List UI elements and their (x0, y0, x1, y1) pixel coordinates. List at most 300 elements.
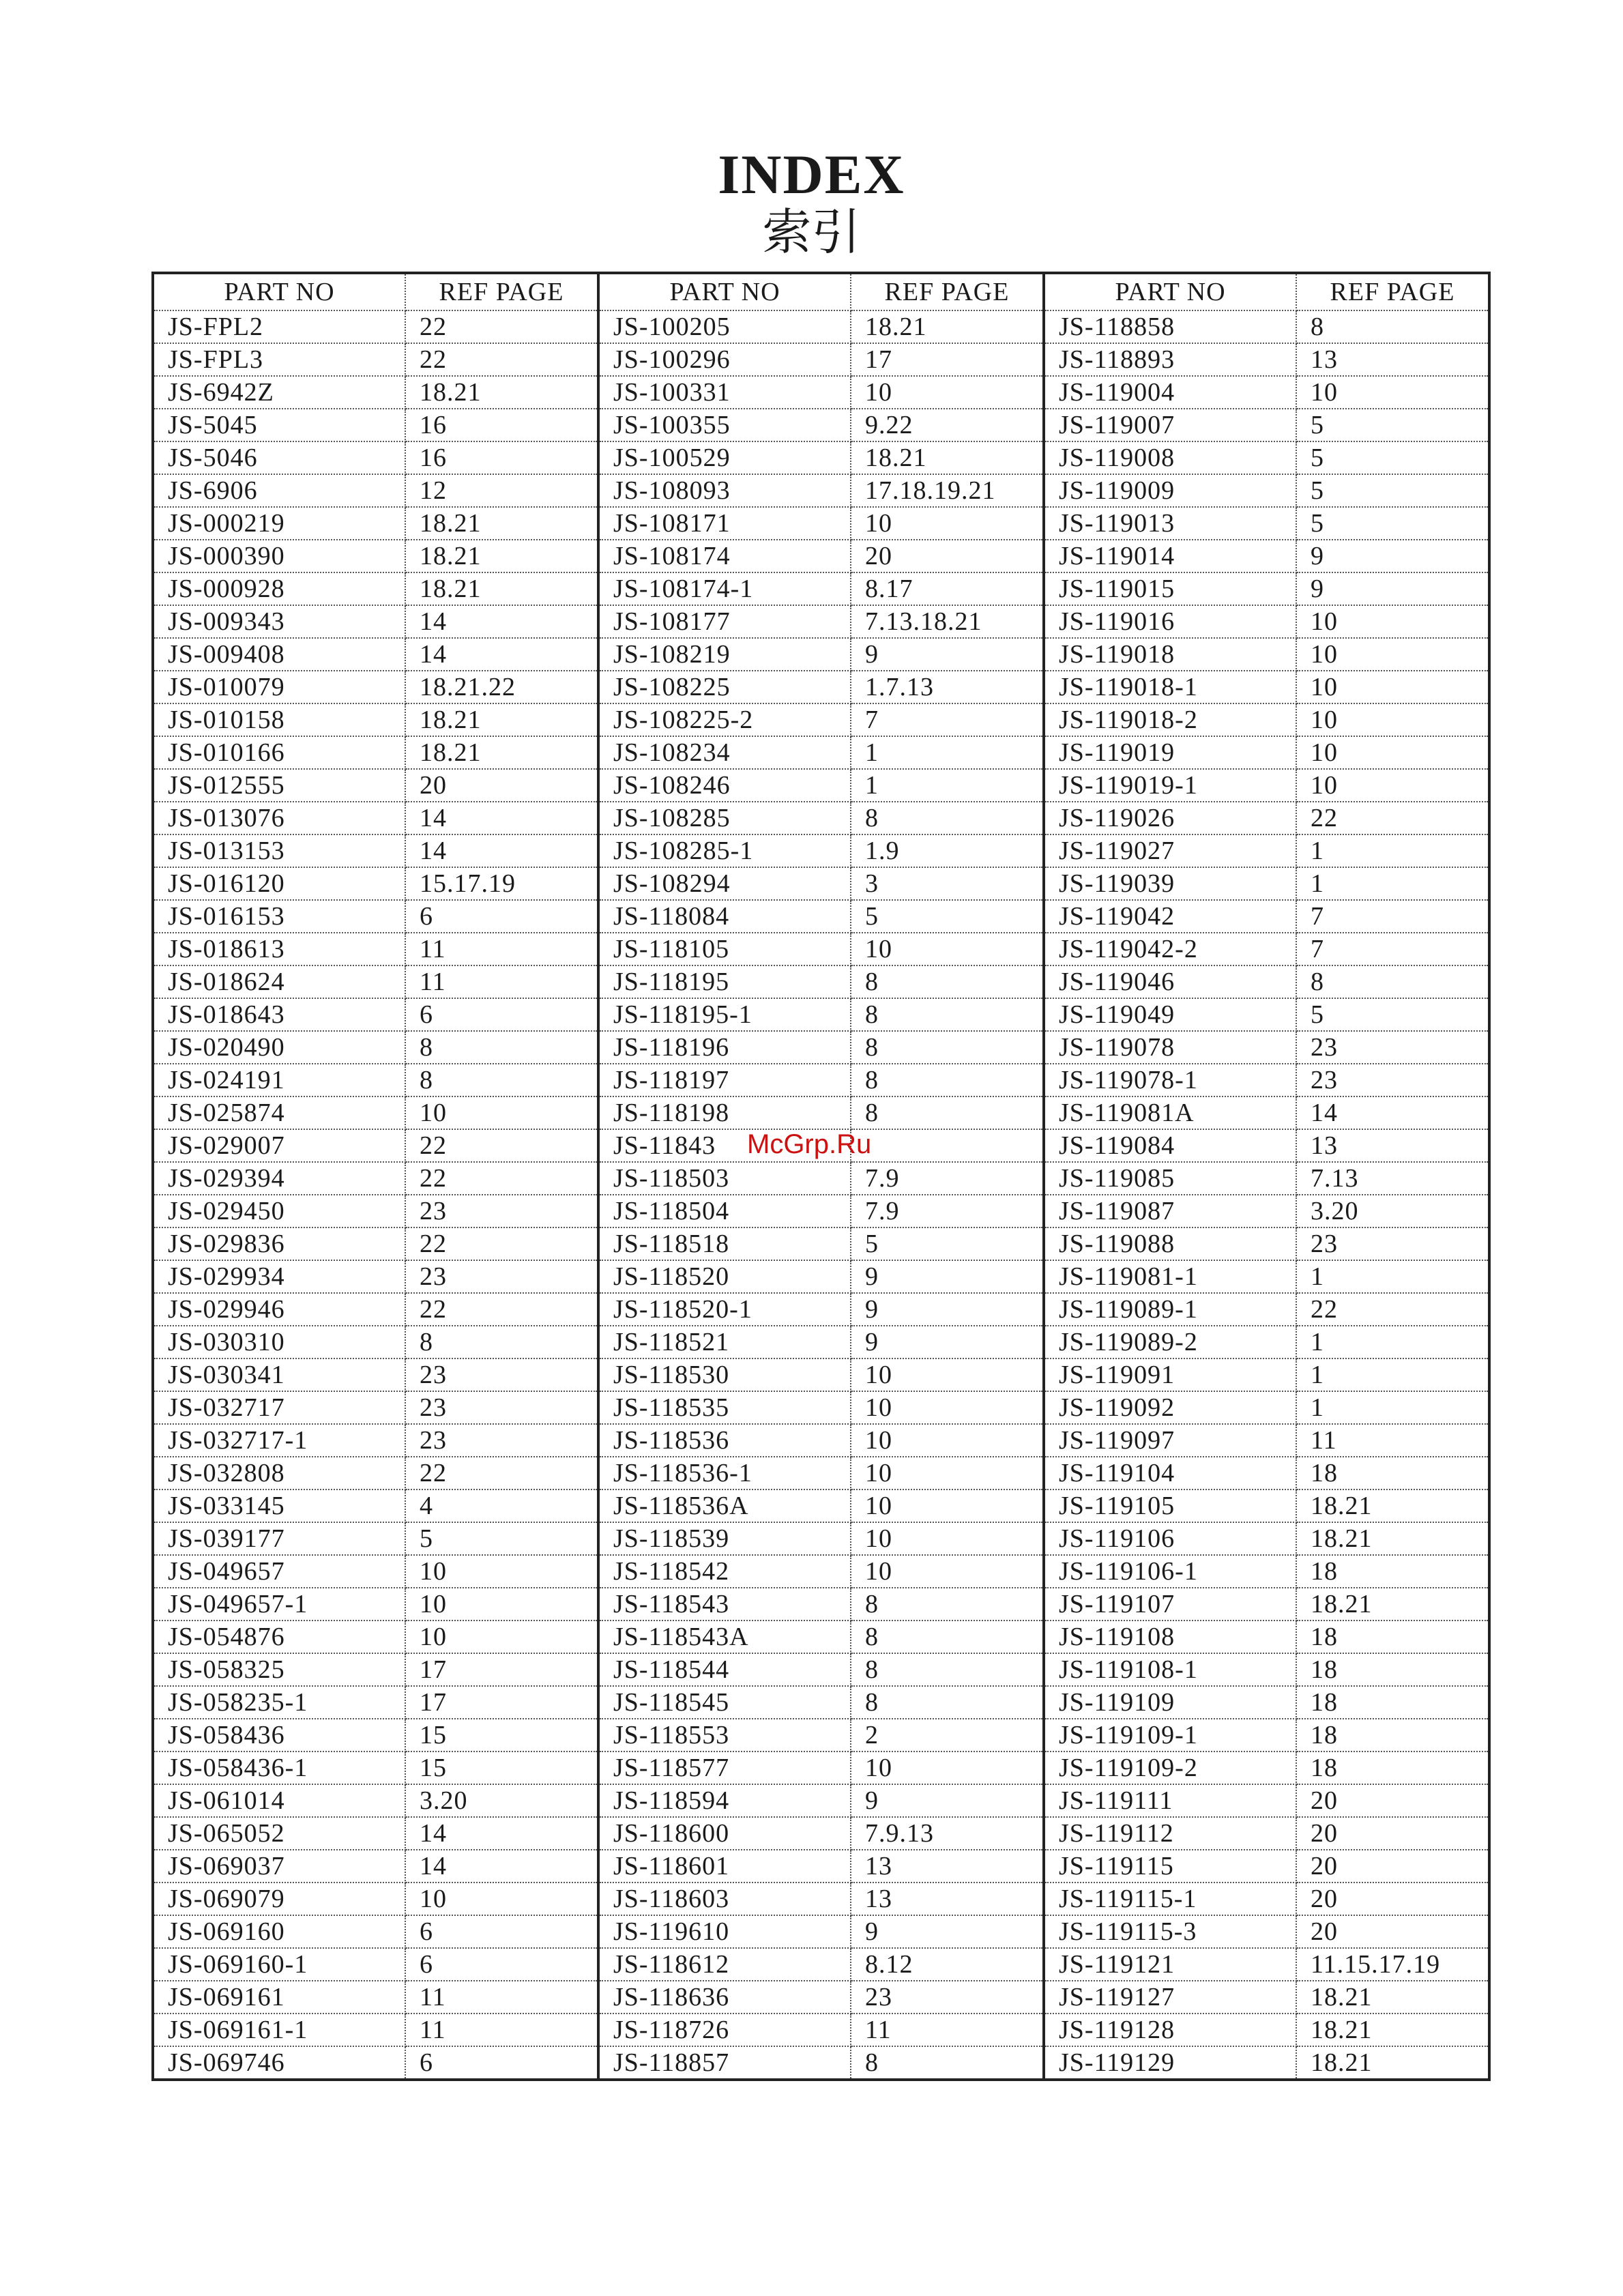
part-no-cell: JS-119097 (1044, 1424, 1296, 1457)
ref-page-cell: 9 (1296, 540, 1489, 572)
part-no-cell: JS-119008 (1044, 441, 1296, 474)
ref-page-cell: 7 (851, 703, 1044, 736)
ref-page-cell: 11 (405, 2014, 598, 2046)
table-row (153, 1522, 1489, 1555)
ref-page-cell: 18.21 (1296, 2046, 1489, 2080)
ref-page-cell: 10 (851, 1457, 1044, 1490)
ref-page-cell: 18.21 (1296, 1522, 1489, 1555)
part-no-cell: JS-108225-2 (598, 703, 851, 736)
part-no-cell: JS-119019 (1044, 736, 1296, 769)
part-no-cell: JS-029946 (153, 1293, 405, 1326)
table-row (153, 507, 1489, 540)
part-no-cell: JS-119009 (1044, 474, 1296, 507)
part-no-cell: JS-118543A (598, 1621, 851, 1653)
table-row (153, 1981, 1489, 2014)
ref-page-cell: 18 (1296, 1621, 1489, 1653)
part-no-cell: JS-118530 (598, 1358, 851, 1391)
part-no-cell: JS-6942Z (153, 376, 405, 409)
part-no-cell: JS-119046 (1044, 965, 1296, 998)
ref-page-cell: 10 (1296, 605, 1489, 638)
part-no-cell: JS-058436 (153, 1719, 405, 1752)
table-row (153, 376, 1489, 409)
ref-page-cell: 10 (851, 1490, 1044, 1522)
part-no-cell: JS-118612 (598, 1948, 851, 1981)
part-no-cell: JS-119089-2 (1044, 1326, 1296, 1358)
part-no-cell: JS-119016 (1044, 605, 1296, 638)
part-no-cell: JS-069160 (153, 1915, 405, 1948)
part-no-cell: JS-119115 (1044, 1850, 1296, 1883)
part-no-cell: JS-119085 (1044, 1162, 1296, 1195)
part-no-cell: JS-119081A (1044, 1096, 1296, 1129)
part-no-cell: JS-108093 (598, 474, 851, 507)
part-no-cell: JS-119018 (1044, 638, 1296, 671)
ref-page-cell: 22 (405, 1162, 598, 1195)
ref-page-cell: 10 (405, 1621, 598, 1653)
part-no-cell: JS-118545 (598, 1686, 851, 1719)
ref-page-cell: 17 (405, 1653, 598, 1686)
part-no-cell: JS-118535 (598, 1391, 851, 1424)
part-no-cell: JS-FPL2 (153, 310, 405, 343)
ref-page-cell: 22 (405, 1227, 598, 1260)
part-no-cell: JS-012555 (153, 769, 405, 802)
part-no-cell: JS-118603 (598, 1883, 851, 1915)
table-row (153, 1850, 1489, 1883)
ref-page-cell: 23 (851, 1981, 1044, 2014)
part-no-cell: JS-013153 (153, 834, 405, 867)
part-no-cell: JS-119115-3 (1044, 1915, 1296, 1948)
table-row (153, 736, 1489, 769)
ref-page-cell: 1 (1296, 1260, 1489, 1293)
ref-page-cell: 11 (851, 2014, 1044, 2046)
part-no-cell: JS-FPL3 (153, 343, 405, 376)
part-no-cell: JS-029007 (153, 1129, 405, 1162)
part-no-cell: JS-118636 (598, 1981, 851, 2014)
ref-page-cell: 23 (1296, 1031, 1489, 1064)
part-no-cell: JS-100205 (598, 310, 851, 343)
part-no-cell: JS-119081-1 (1044, 1260, 1296, 1293)
ref-page-cell: 10 (405, 1588, 598, 1621)
part-no-cell: JS-5045 (153, 409, 405, 441)
ref-page-cell (851, 1129, 1044, 1162)
ref-page-cell: 17 (405, 1686, 598, 1719)
part-no-cell: JS-000928 (153, 572, 405, 605)
ref-page-cell: 18.21 (405, 703, 598, 736)
ref-page-cell: 18.21 (405, 376, 598, 409)
ref-page-cell: 8 (405, 1064, 598, 1096)
part-no-cell: JS-119078 (1044, 1031, 1296, 1064)
part-no-cell: JS-119091 (1044, 1358, 1296, 1391)
part-no-cell: JS-108174 (598, 540, 851, 572)
table-row (153, 2014, 1489, 2046)
part-no-cell: JS-118600 (598, 1817, 851, 1850)
ref-page-cell: 9 (851, 1326, 1044, 1358)
page-title: INDEX (718, 143, 905, 205)
part-no-cell: JS-020490 (153, 1031, 405, 1064)
ref-page-cell: 2 (851, 1719, 1044, 1752)
part-no-cell: JS-069079 (153, 1883, 405, 1915)
ref-page-cell: 18 (1296, 1752, 1489, 1784)
ref-page-cell: 7 (1296, 933, 1489, 965)
ref-page-cell: 18.21 (405, 572, 598, 605)
part-no-cell: JS-118196 (598, 1031, 851, 1064)
part-no-cell: JS-118893 (1044, 343, 1296, 376)
ref-page-cell: 13 (851, 1883, 1044, 1915)
part-no-cell: JS-065052 (153, 1817, 405, 1850)
ref-page-cell: 20 (1296, 1883, 1489, 1915)
ref-page-cell: 8 (405, 1326, 598, 1358)
ref-page-cell: 5 (1296, 474, 1489, 507)
part-no-cell: JS-069037 (153, 1850, 405, 1883)
part-no-cell: JS-118553 (598, 1719, 851, 1752)
part-no-cell: JS-118539 (598, 1522, 851, 1555)
ref-page-cell: 8 (1296, 965, 1489, 998)
part-no-cell: JS-018613 (153, 933, 405, 965)
ref-page-cell: 7.13.18.21 (851, 605, 1044, 638)
part-no-cell: JS-119121 (1044, 1948, 1296, 1981)
part-no-cell: JS-118105 (598, 933, 851, 965)
ref-page-cell: 22 (405, 1129, 598, 1162)
part-no-cell: JS-119129 (1044, 2046, 1296, 2080)
part-no-cell: JS-119092 (1044, 1391, 1296, 1424)
part-no-cell: JS-118857 (598, 2046, 851, 2080)
ref-page-cell: 9 (851, 1784, 1044, 1817)
ref-page-cell: 8 (1296, 310, 1489, 343)
part-no-cell: JS-118198 (598, 1096, 851, 1129)
part-no-cell: JS-119019-1 (1044, 769, 1296, 802)
ref-page-cell: 20 (1296, 1915, 1489, 1948)
part-no-cell: JS-119007 (1044, 409, 1296, 441)
part-no-cell: JS-100296 (598, 343, 851, 376)
part-no-cell: JS-069160-1 (153, 1948, 405, 1981)
part-no-cell: JS-119128 (1044, 2014, 1296, 2046)
part-no-cell: JS-119610 (598, 1915, 851, 1948)
table-row (153, 2046, 1489, 2080)
ref-page-cell: 18.21 (851, 310, 1044, 343)
table-row (153, 1293, 1489, 1326)
ref-page-cell: 1 (851, 736, 1044, 769)
part-no-cell: JS-118536 (598, 1424, 851, 1457)
part-no-cell: JS-018643 (153, 998, 405, 1031)
ref-page-cell: 1.9 (851, 834, 1044, 867)
part-no-cell: JS-030341 (153, 1358, 405, 1391)
ref-page-cell: 8 (851, 1588, 1044, 1621)
ref-page-cell: 18 (1296, 1653, 1489, 1686)
part-no-cell: JS-119004 (1044, 376, 1296, 409)
part-no-cell: JS-029450 (153, 1195, 405, 1227)
part-no-cell: JS-108285-1 (598, 834, 851, 867)
part-no-cell: JS-025874 (153, 1096, 405, 1129)
part-no-cell: JS-119013 (1044, 507, 1296, 540)
ref-page-cell: 14 (405, 834, 598, 867)
ref-page-cell: 11 (405, 1981, 598, 2014)
ref-page-cell: 23 (1296, 1064, 1489, 1096)
ref-page-cell: 10 (1296, 736, 1489, 769)
part-no-cell: JS-119127 (1044, 1981, 1296, 2014)
ref-page-cell: 11.15.17.19 (1296, 1948, 1489, 1981)
part-no-cell: JS-039177 (153, 1522, 405, 1555)
part-no-cell: JS-118543 (598, 1588, 851, 1621)
ref-page-cell: 5 (1296, 409, 1489, 441)
watermark: McGrp.Ru (747, 1129, 872, 1159)
part-no-cell: JS-119111 (1044, 1784, 1296, 1817)
ref-page-cell: 8 (851, 998, 1044, 1031)
ref-page-cell: 9 (851, 1293, 1044, 1326)
ref-page-cell: 14 (405, 802, 598, 834)
table-row (153, 703, 1489, 736)
ref-page-cell: 22 (405, 1293, 598, 1326)
ref-page-cell: 8 (851, 1653, 1044, 1686)
ref-page-cell: 1 (1296, 867, 1489, 900)
ref-page-cell: 10 (851, 1522, 1044, 1555)
ref-page-cell: 23 (405, 1391, 598, 1424)
table-row (153, 769, 1489, 802)
ref-page-cell: 8 (851, 1031, 1044, 1064)
index-body (153, 310, 1489, 2080)
ref-page-cell: 11 (405, 965, 598, 998)
part-no-cell: JS-049657 (153, 1555, 405, 1588)
part-no-cell: JS-119115-1 (1044, 1883, 1296, 1915)
part-no-cell: JS-108294 (598, 867, 851, 900)
ref-page-cell: 10 (851, 1391, 1044, 1424)
ref-page-cell: 7.13 (1296, 1162, 1489, 1195)
part-no-cell: JS-033145 (153, 1490, 405, 1522)
table-row (153, 1260, 1489, 1293)
table-row (153, 1457, 1489, 1490)
column-header-ref-page: REF PAGE (405, 273, 598, 310)
part-no-cell: JS-118197 (598, 1064, 851, 1096)
part-no-cell: JS-100331 (598, 376, 851, 409)
table-row (153, 572, 1489, 605)
part-no-cell: JS-061014 (153, 1784, 405, 1817)
part-no-cell: JS-119105 (1044, 1490, 1296, 1522)
part-no-cell: JS-010158 (153, 703, 405, 736)
table-row (153, 900, 1489, 933)
part-no-cell: JS-032808 (153, 1457, 405, 1490)
part-no-cell: JS-069746 (153, 2046, 405, 2080)
part-no-cell: JS-118503 (598, 1162, 851, 1195)
table-row (153, 1555, 1489, 1588)
part-no-cell: JS-118518 (598, 1227, 851, 1260)
part-no-cell: JS-118726 (598, 2014, 851, 2046)
table-row (153, 1883, 1489, 1915)
ref-page-cell: 13 (851, 1850, 1044, 1883)
ref-page-cell: 12 (405, 474, 598, 507)
ref-page-cell: 1.7.13 (851, 671, 1044, 703)
part-no-cell: JS-054876 (153, 1621, 405, 1653)
part-no-cell: JS-018624 (153, 965, 405, 998)
ref-page-cell: 13 (1296, 343, 1489, 376)
ref-page-cell: 9.22 (851, 409, 1044, 441)
table-row (153, 1752, 1489, 1784)
table-row (153, 1784, 1489, 1817)
ref-page-cell: 10 (1296, 376, 1489, 409)
ref-page-cell: 18.21 (405, 507, 598, 540)
part-no-cell: JS-118594 (598, 1784, 851, 1817)
column-header-part-no: PART NO (153, 273, 405, 310)
table-row (153, 1588, 1489, 1621)
ref-page-cell: 23 (405, 1358, 598, 1391)
table-row (153, 1391, 1489, 1424)
table-row (153, 802, 1489, 834)
column-header-part-no: PART NO (1044, 273, 1296, 310)
ref-page-cell: 9 (851, 1915, 1044, 1948)
ref-page-cell: 23 (405, 1195, 598, 1227)
part-no-cell: JS-119109-2 (1044, 1752, 1296, 1784)
ref-page-cell: 20 (405, 769, 598, 802)
ref-page-cell: 7.9 (851, 1162, 1044, 1195)
part-no-cell: JS-058235-1 (153, 1686, 405, 1719)
ref-page-cell: 7.9 (851, 1195, 1044, 1227)
part-no-cell: JS-119109-1 (1044, 1719, 1296, 1752)
ref-page-cell: 23 (405, 1260, 598, 1293)
part-no-cell: JS-030310 (153, 1326, 405, 1358)
table-row (153, 933, 1489, 965)
ref-page-cell: 14 (1296, 1096, 1489, 1129)
part-no-cell: JS-119087 (1044, 1195, 1296, 1227)
table-row (153, 1162, 1489, 1195)
ref-page-cell: 6 (405, 900, 598, 933)
part-no-cell: JS-000219 (153, 507, 405, 540)
ref-page-cell: 17 (851, 343, 1044, 376)
ref-page-cell: 4 (405, 1490, 598, 1522)
part-no-cell: JS-119089-1 (1044, 1293, 1296, 1326)
table-row (153, 1227, 1489, 1260)
ref-page-cell: 6 (405, 2046, 598, 2080)
ref-page-cell: 1 (1296, 1391, 1489, 1424)
table-row (153, 1686, 1489, 1719)
ref-page-cell: 6 (405, 1948, 598, 1981)
table-row (153, 671, 1489, 703)
ref-page-cell: 10 (1296, 703, 1489, 736)
part-no-cell: JS-010166 (153, 736, 405, 769)
part-no-cell: JS-058436-1 (153, 1752, 405, 1784)
ref-page-cell: 6 (405, 1915, 598, 1948)
ref-page-cell: 18.21 (405, 736, 598, 769)
ref-page-cell: 10 (405, 1096, 598, 1129)
ref-page-cell: 10 (851, 1358, 1044, 1391)
ref-page-cell: 10 (851, 507, 1044, 540)
table-row (153, 1621, 1489, 1653)
part-no-cell: JS-119088 (1044, 1227, 1296, 1260)
ref-page-cell: 14 (405, 605, 598, 638)
ref-page-cell: 10 (1296, 671, 1489, 703)
part-no-cell: JS-119078-1 (1044, 1064, 1296, 1096)
table-row (153, 1358, 1489, 1391)
ref-page-cell: 3.20 (1296, 1195, 1489, 1227)
part-no-cell: JS-009408 (153, 638, 405, 671)
ref-page-cell: 5 (1296, 441, 1489, 474)
ref-page-cell: 11 (1296, 1424, 1489, 1457)
part-no-cell: JS-118195 (598, 965, 851, 998)
ref-page-cell: 13 (1296, 1129, 1489, 1162)
part-no-cell: JS-119014 (1044, 540, 1296, 572)
part-no-cell: JS-100529 (598, 441, 851, 474)
ref-page-cell: 16 (405, 441, 598, 474)
ref-page-cell: 17.18.19.21 (851, 474, 1044, 507)
part-no-cell: JS-000390 (153, 540, 405, 572)
ref-page-cell: 5 (405, 1522, 598, 1555)
ref-page-cell: 16 (405, 409, 598, 441)
part-no-cell: JS-108171 (598, 507, 851, 540)
ref-page-cell: 18 (1296, 1457, 1489, 1490)
table-row (153, 834, 1489, 867)
ref-page-cell: 10 (405, 1883, 598, 1915)
table-row (153, 310, 1489, 343)
ref-page-cell: 8 (851, 965, 1044, 998)
part-no-cell: JS-108225 (598, 671, 851, 703)
ref-page-cell: 18.21 (405, 540, 598, 572)
column-header-ref-page: REF PAGE (1296, 273, 1489, 310)
ref-page-cell: 22 (405, 310, 598, 343)
table-row (153, 1817, 1489, 1850)
table-row (153, 540, 1489, 572)
ref-page-cell: 10 (1296, 638, 1489, 671)
table-row (153, 1424, 1489, 1457)
part-no-cell: JS-119015 (1044, 572, 1296, 605)
part-no-cell: JS-119112 (1044, 1817, 1296, 1850)
part-no-cell: JS-119109 (1044, 1686, 1296, 1719)
ref-page-cell: 18.21 (1296, 2014, 1489, 2046)
part-no-cell: JS-119108 (1044, 1621, 1296, 1653)
ref-page-cell: 1 (1296, 1358, 1489, 1391)
part-no-cell: JS-029836 (153, 1227, 405, 1260)
ref-page-cell: 18.21.22 (405, 671, 598, 703)
part-no-cell: JS-118084 (598, 900, 851, 933)
table-row (153, 965, 1489, 998)
part-no-cell: JS-119106-1 (1044, 1555, 1296, 1588)
ref-page-cell: 9 (851, 638, 1044, 671)
part-no-cell: JS-016153 (153, 900, 405, 933)
table-row (153, 474, 1489, 507)
part-no-cell: JS-016120 (153, 867, 405, 900)
part-no-cell: JS-100355 (598, 409, 851, 441)
ref-page-cell: 20 (851, 540, 1044, 572)
ref-page-cell: 10 (851, 376, 1044, 409)
ref-page-cell: 15 (405, 1752, 598, 1784)
ref-page-cell: 5 (851, 1227, 1044, 1260)
part-no-cell: JS-118504 (598, 1195, 851, 1227)
ref-page-cell: 18.21 (1296, 1490, 1489, 1522)
ref-page-cell: 1 (1296, 834, 1489, 867)
ref-page-cell: 3.20 (405, 1784, 598, 1817)
ref-page-cell: 10 (851, 1555, 1044, 1588)
ref-page-cell: 8 (851, 1064, 1044, 1096)
ref-page-cell: 8 (851, 802, 1044, 834)
index-table (151, 272, 1491, 2081)
ref-page-cell: 5 (1296, 507, 1489, 540)
table-row (153, 1490, 1489, 1522)
ref-page-cell: 11 (405, 933, 598, 965)
table-row (153, 1031, 1489, 1064)
ref-page-cell: 10 (851, 1424, 1044, 1457)
table-row (153, 998, 1489, 1031)
column-header-part-no: PART NO (598, 273, 851, 310)
ref-page-cell: 1 (851, 769, 1044, 802)
part-no-cell: JS-118577 (598, 1752, 851, 1784)
ref-page-cell: 3 (851, 867, 1044, 900)
table-row (153, 605, 1489, 638)
header-row (153, 273, 1489, 310)
ref-page-cell: 23 (1296, 1227, 1489, 1260)
part-no-cell: JS-119106 (1044, 1522, 1296, 1555)
part-no-cell: JS-118858 (1044, 310, 1296, 343)
ref-page-cell: 18 (1296, 1719, 1489, 1752)
ref-page-cell: 22 (1296, 1293, 1489, 1326)
ref-page-cell: 15.17.19 (405, 867, 598, 900)
part-no-cell: JS-069161-1 (153, 2014, 405, 2046)
table-row (153, 1915, 1489, 1948)
part-no-cell: JS-11843 (598, 1129, 851, 1162)
